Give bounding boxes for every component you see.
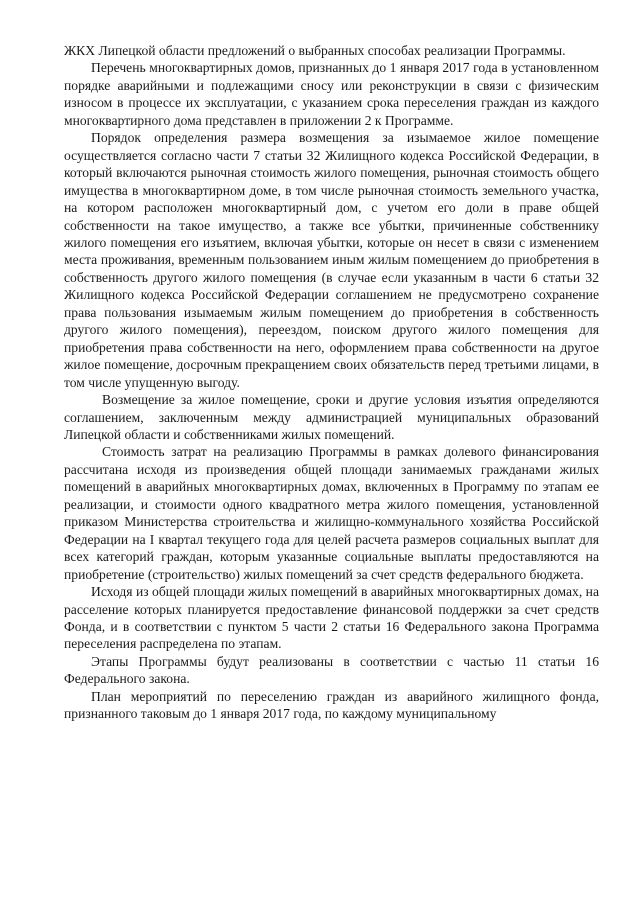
paragraph-program-stages: Этапы Программы будут реализованы в соответствии с частью 11 статьи 16 Федерального закона. [64, 653, 599, 687]
paragraph-continuation: ЖКХ Липецкой области предложений о выбранных способах реализации Программы. [64, 43, 566, 58]
paragraph-cost-calculation: Стоимость затрат на реализацию Программы в рамках долевого финансирования рассчитана исходя из произведения общей площади занимаемых гражданами жилых помещений в аварийных многоквартирных домах, включенных в Программу по этапам ее реализации, и стоимости одного квадратного метра жилого помещения, установленной приказом Министерства строительства и жилищно-коммунального хозяйства Российской Федерации на I квартал текущего года для целей расчета размеров социальных выплат для всех категорий граждан, которым указанные социальные выплаты предоставляются на приобретение (строительство) жилых помещений за счет средств федерального бюджета. [64, 444, 599, 582]
paragraph-financial-support: Исходя из общей площади жилых помещений в аварийных многоквартирных домах, на расселение которых планируется предоставление финансовой поддержки за счет средств Фонда, и в соответствии с пунктом 5 части 2 статьи 16 Федерального закона Программа переселения распределена по этапам. [64, 584, 599, 652]
paragraph-housing-list: Перечень многоквартирных домов, признанных до 1 января 2017 года в установленном порядке аварийными и подлежащими сносу или реконструкции в связи с физическим износом в процессе их эксплуатации, с указанием срока переселения граждан из каждого многоквартирного дома представлен в приложении 2 к Программе. [64, 60, 599, 128]
paragraph-resettlement-plan: План мероприятий по переселению граждан из аварийного жилищного фонда, признанного таковым до 1 января 2017 года, по каждому муниципальному [64, 688, 599, 722]
paragraph-compensation-agreement: Возмещение за жилое помещение, сроки и другие условия изъятия определяются соглашением, заключенным между администрацией муниципальных образований Липецкой области и собственниками жилых помещений. [64, 392, 599, 442]
document-page [64, 42, 599, 723]
paragraph-compensation-procedure: Порядок определения размера возмещения за изымаемое жилое помещение осуществляется согласно части 7 статьи 32 Жилищного кодекса Российской Федерации, в который включаются рыночная стоимость жилого помещения, рыночная стоимость общего имущества в многоквартирном доме, в том числе рыночная стоимость земельного участка, на котором расположен многоквартирный дом, с учетом его доли в праве общей собственности на такое имущество, а также все убытки, причиненные собственнику жилого помещения его изъятием, включая убытки, которые он несет в связи с изменением места проживания, временным пользованием иным жилым помещением до приобретения в собственность другого жилого помещения (в случае если указанным в части 6 статьи 32 Жилищного кодекса Российской Федерации соглашением не предусмотрено сохранение права пользования изымаемым жилым помещением до приобретения в собственность другого жилого помещения), переездом, поиском другого жилого помещения для приобретения права собственности на него, оформлением права собственности на другое жилое помещение, досрочным прекращением своих обязательств перед третьими лицами, в том числе упущенную выгоду. [64, 130, 599, 390]
